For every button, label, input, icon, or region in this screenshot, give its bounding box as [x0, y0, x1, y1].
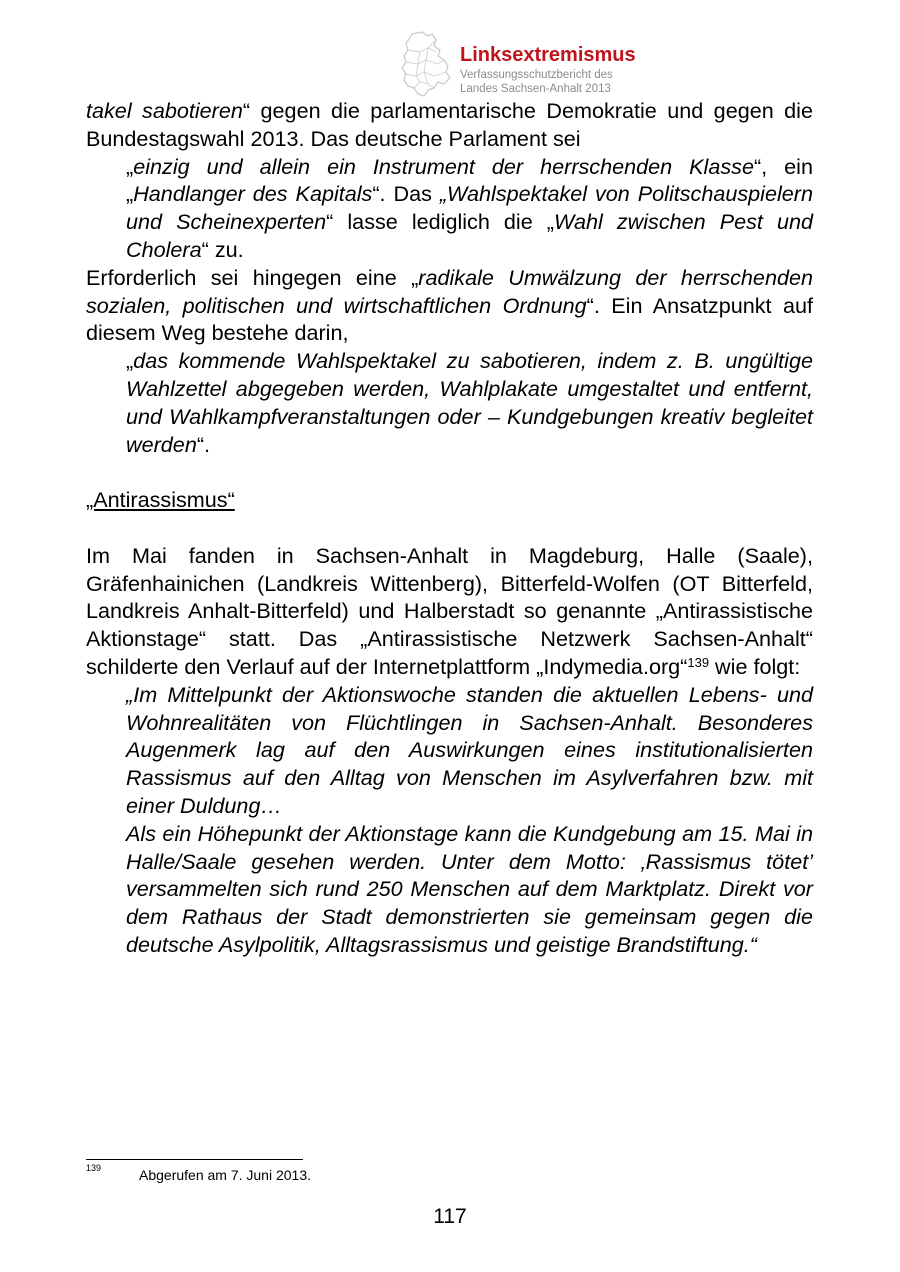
page-number: 117: [433, 1205, 467, 1228]
section-heading: „Antirassismus“: [86, 487, 235, 513]
spacer: [86, 514, 813, 542]
paragraph-intro: [86, 97, 813, 153]
footnote-reference[interactable]: 139: [687, 654, 710, 670]
page-header: [398, 30, 658, 100]
document-body: [86, 97, 813, 959]
header-subtitle-line1: Verfassungsschutzbericht des: [460, 69, 613, 81]
spacer: [86, 458, 813, 486]
quote-rally: Als ein Höhepunkt der Aktionstage kann die Kundgebung am 15. Mai in Halle/Saale gesehen werden. Unter dem Motto: ‚Rassismus tötet’ versammelten sich rund 250 Menschen auf dem Marktplatz. Direkt vor dem Rathaus der Stadt demonstrierten sie gemeinsam gegen die deutsche Asylpolitik, Alltagsrassismus und geistige Brandstiftung.“: [126, 820, 813, 957]
quote-parliament: „einzig und allein ein Instrument der herrschenden Klasse“, ein „Handlanger des Kapitals“. Das „Wahlspektakel von Politschauspielern und Scheinexperten“ lasse lediglich die „Wahl zwischen Pest und Cholera“ zu.: [126, 153, 813, 262]
quote-sabotage: „das kommende Wahlspektakel zu sabotieren, indem z. B. ungültige Wahlzettel abgegeben werden, Wahlplakate umgestaltet und entfernt, und Wahlkampfveranstaltungen oder – Kundgebungen kreativ begleitet werden“.: [126, 348, 813, 457]
italic-text: takel sabotieren: [86, 98, 243, 123]
paragraph-requirement: Erforderlich sei hingegen eine „radikale Umwälzung der herrschenden sozialen, politischen und wirtschaftlichen Ordnung“. Ein Ansatzpunkt auf diesem Weg bestehe darin,: [86, 264, 813, 346]
footnote-separator: [86, 1159, 303, 1160]
footnote-text: Abgerufen am 7. Juni 2013.: [139, 1167, 312, 1183]
saxony-anhalt-map-icon: [398, 30, 454, 100]
quote-action-week: „Im Mittelpunkt der Aktionswoche standen die aktuellen Lebens- und Wohnrealitäten von Flüchtlingen in Sachsen-Anhalt. Besonderes Augenmerk lag auf den Auswirkungen eines institutionalisierten Rassismus auf den Alltag von Menschen im Asylverfahren bzw. mit einer Duldung…: [126, 681, 813, 818]
header-title: Linksextremismus: [460, 44, 636, 66]
paragraph-antiracism: Im Mai fanden in Sachsen-Anhalt in Magdeburg, Halle (Saale), Gräfenhainichen (Landkreis Wittenberg), Bitterfeld-Wolfen (OT Bitterfeld, Landkreis Anhalt-Bitterfeld) und Halberstadt so genannte „Antirassistische Aktionstage“ statt. Das „Antirassistische Netzwerk Sachsen-Anhalt“ schilderte den Verlauf auf der Internetplattform „Indymedia.org“$^{139}$ wie folgt:: [86, 542, 813, 679]
text-span: “ gegen die parlamentarische Demokratie und gegen die Bundestagswahl 2013. Das deutsche Parlament sei: [86, 98, 813, 151]
header-subtitle-line2: Landes Sachsen-Anhalt 2013: [460, 83, 611, 95]
footnote-number: 139: [86, 1163, 102, 1173]
